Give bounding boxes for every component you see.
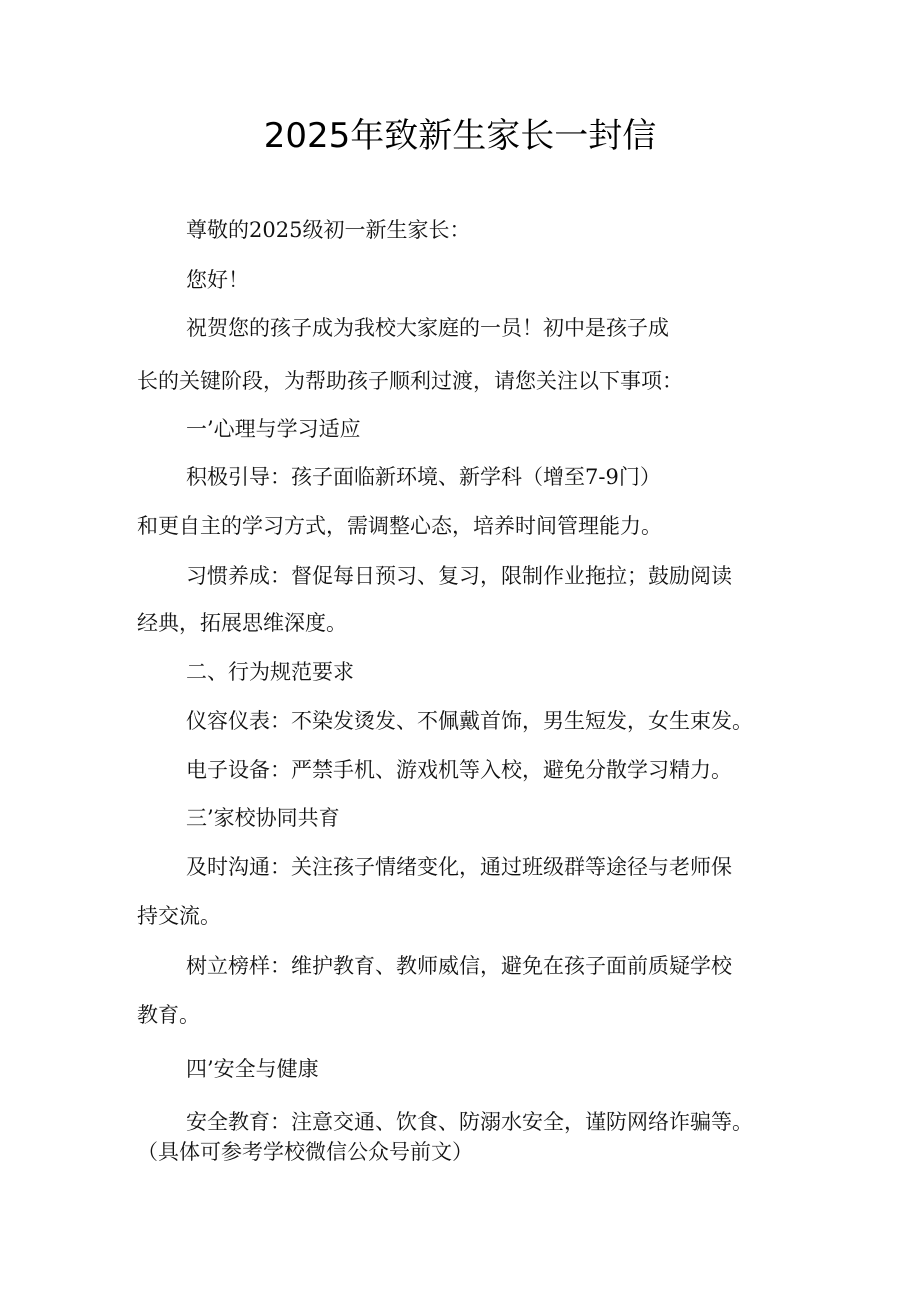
section-heading-4: 四’安全与健康 bbox=[186, 1057, 319, 1081]
item-safety-education: 安全教育：注意交通、饮食、防溺水安全，谨防网络诈骗等。 bbox=[186, 1110, 753, 1134]
letter-title: 2025年致新生家长一封信 bbox=[263, 116, 657, 156]
item-electronics: 电子设备：严禁手机、游戏机等入校，避免分散学习精力。 bbox=[186, 758, 732, 782]
intro-paragraph-line-2: 长的关键阶段，为帮助孩子顺利过渡，请您关注以下事项： bbox=[137, 369, 683, 393]
item-positive-guidance-line-2: 和更自主的学习方式，需调整心态，培养时间管理能力。 bbox=[137, 514, 662, 538]
section-heading-2: 二、行为规范要求 bbox=[186, 660, 354, 684]
section-heading-3: 三’家校协同共育 bbox=[186, 806, 340, 830]
intro-paragraph-line-1: 祝贺您的孩子成为我校大家庭的一员！初中是孩子成 bbox=[186, 316, 669, 340]
item-role-model-line-1: 树立榜样：维护教育、教师威信，避免在孩子面前质疑学校 bbox=[186, 954, 732, 978]
item-communication-line-1: 及时沟通：关注孩子情绪变化，通过班级群等途径与老师保 bbox=[186, 855, 732, 879]
item-role-model-line-2: 教育。 bbox=[137, 1003, 200, 1027]
section-heading-1: 一’心理与学习适应 bbox=[186, 417, 361, 441]
item-communication-line-2: 持交流。 bbox=[137, 904, 221, 928]
salutation: 尊敬的2025级初一新生家长： bbox=[186, 218, 471, 242]
item-habit-line-2: 经典，拓展思维深度。 bbox=[137, 611, 347, 635]
item-appearance: 仪容仪表：不染发烫发、不佩戴首饰，男生短发，女生束发。 bbox=[186, 709, 753, 733]
greeting: 您好！ bbox=[186, 268, 249, 292]
item-positive-guidance-line-1: 积极引导：孩子面临新环境、新学科（增至7-9门） bbox=[186, 465, 661, 489]
item-habit-line-1: 习惯养成：督促每日预习、复习，限制作业拖拉；鼓励阅读 bbox=[186, 564, 732, 588]
reference-note: （具体可参考学校微信公众号前文） bbox=[137, 1140, 473, 1164]
